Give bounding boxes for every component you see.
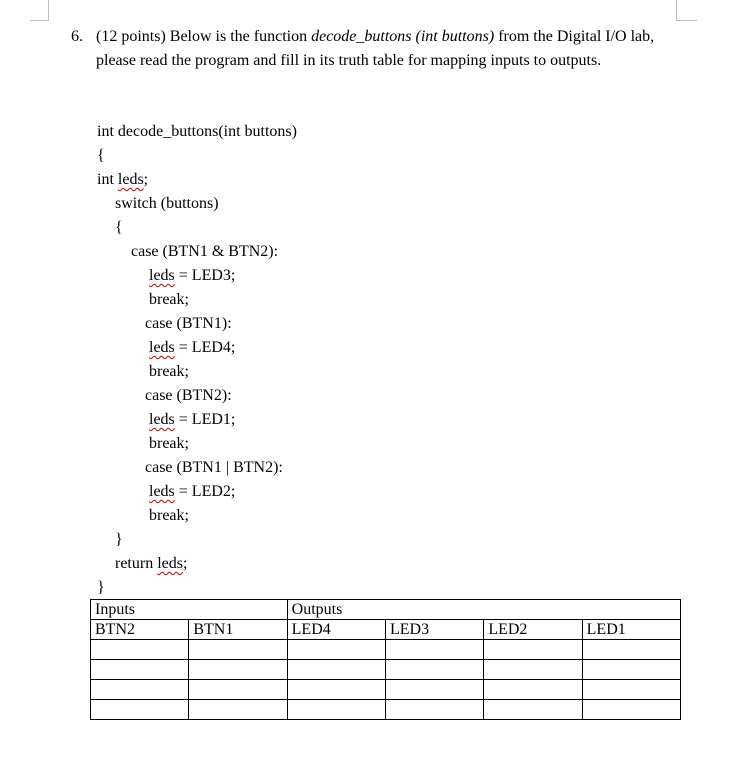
column-header: BTN2 (91, 620, 189, 640)
code-switch-open: { (115, 219, 123, 236)
crop-mark-right (676, 0, 697, 21)
table-cell[interactable] (189, 640, 287, 660)
spell-flagged-word: leds (149, 339, 175, 356)
table-cell[interactable] (484, 660, 582, 680)
table-cell[interactable] (287, 680, 385, 700)
table-cell[interactable] (484, 700, 582, 720)
spell-flagged-word: leds (157, 555, 183, 572)
table-cell[interactable] (287, 640, 385, 660)
column-header: LED1 (582, 620, 680, 640)
table-cell[interactable] (582, 640, 680, 660)
outputs-header: Outputs (287, 600, 680, 620)
question-number: 6. (71, 28, 83, 45)
code-case-2: case (BTN1): (145, 315, 232, 332)
spell-flagged-word: leds (149, 267, 175, 284)
truth-table (90, 599, 681, 720)
table-cell[interactable] (287, 700, 385, 720)
code-assign-4: leds = LED2; (149, 483, 236, 500)
code-case-3: case (BTN2): (145, 387, 232, 404)
table-cell[interactable] (91, 680, 189, 700)
table-cell[interactable] (91, 660, 189, 680)
code-switch: switch (buttons) (115, 195, 219, 212)
table-row (91, 660, 681, 680)
question-rest: from the Digital I/O lab, please read the program and fill in its truth table for mapping inputs to outputs. (96, 28, 655, 69)
code-open-brace: { (97, 147, 105, 164)
table-cell[interactable] (385, 680, 483, 700)
table-row (91, 640, 681, 660)
question-intro: (12 points) Below is the function (96, 28, 312, 45)
table-cell[interactable] (189, 660, 287, 680)
table-cell[interactable] (91, 640, 189, 660)
question-block (71, 25, 671, 73)
table-row (91, 700, 681, 720)
code-break-3: break; (149, 435, 189, 452)
table-cell[interactable] (91, 700, 189, 720)
code-assign-2: leds = LED4; (149, 339, 236, 356)
table-column-header-row (91, 620, 681, 640)
spell-flagged-word: leds (149, 483, 175, 500)
column-header: LED4 (287, 620, 385, 640)
question-text (96, 25, 671, 73)
code-close-brace: } (97, 579, 105, 596)
table-group-header-row (91, 600, 681, 620)
table-cell[interactable] (484, 680, 582, 700)
code-break-1: break; (149, 291, 189, 308)
code-assign-1: leds = LED3; (149, 267, 236, 284)
table-cell[interactable] (484, 640, 582, 660)
code-assign-3: leds = LED1; (149, 411, 236, 428)
table-cell[interactable] (582, 660, 680, 680)
spell-flagged-word: leds (149, 411, 175, 428)
column-header: BTN1 (189, 620, 287, 640)
spell-flagged-word: leds (117, 171, 144, 188)
code-signature: int decode_buttons(int buttons) (97, 123, 297, 140)
code-switch-close: } (115, 531, 123, 548)
function-name: decode_buttons (int buttons) (311, 28, 495, 45)
code-case-1: case (BTN1 & BTN2): (131, 243, 279, 260)
table-cell[interactable] (385, 640, 483, 660)
crop-mark-left (30, 0, 49, 21)
table-cell[interactable] (189, 700, 287, 720)
table-cell[interactable] (287, 660, 385, 680)
table-cell[interactable] (385, 700, 483, 720)
table-cell[interactable] (582, 680, 680, 700)
table-row (91, 680, 681, 700)
table-cell[interactable] (582, 700, 680, 720)
table-cell[interactable] (385, 660, 483, 680)
code-declaration: int leds; (97, 171, 149, 188)
code-return: return leds; (115, 555, 188, 572)
code-break-4: break; (149, 507, 189, 524)
column-header: LED2 (484, 620, 582, 640)
column-header: LED3 (385, 620, 483, 640)
code-break-2: break; (149, 363, 189, 380)
table-cell[interactable] (189, 680, 287, 700)
code-case-4: case (BTN1 | BTN2): (145, 459, 283, 476)
inputs-header: Inputs (91, 600, 288, 620)
